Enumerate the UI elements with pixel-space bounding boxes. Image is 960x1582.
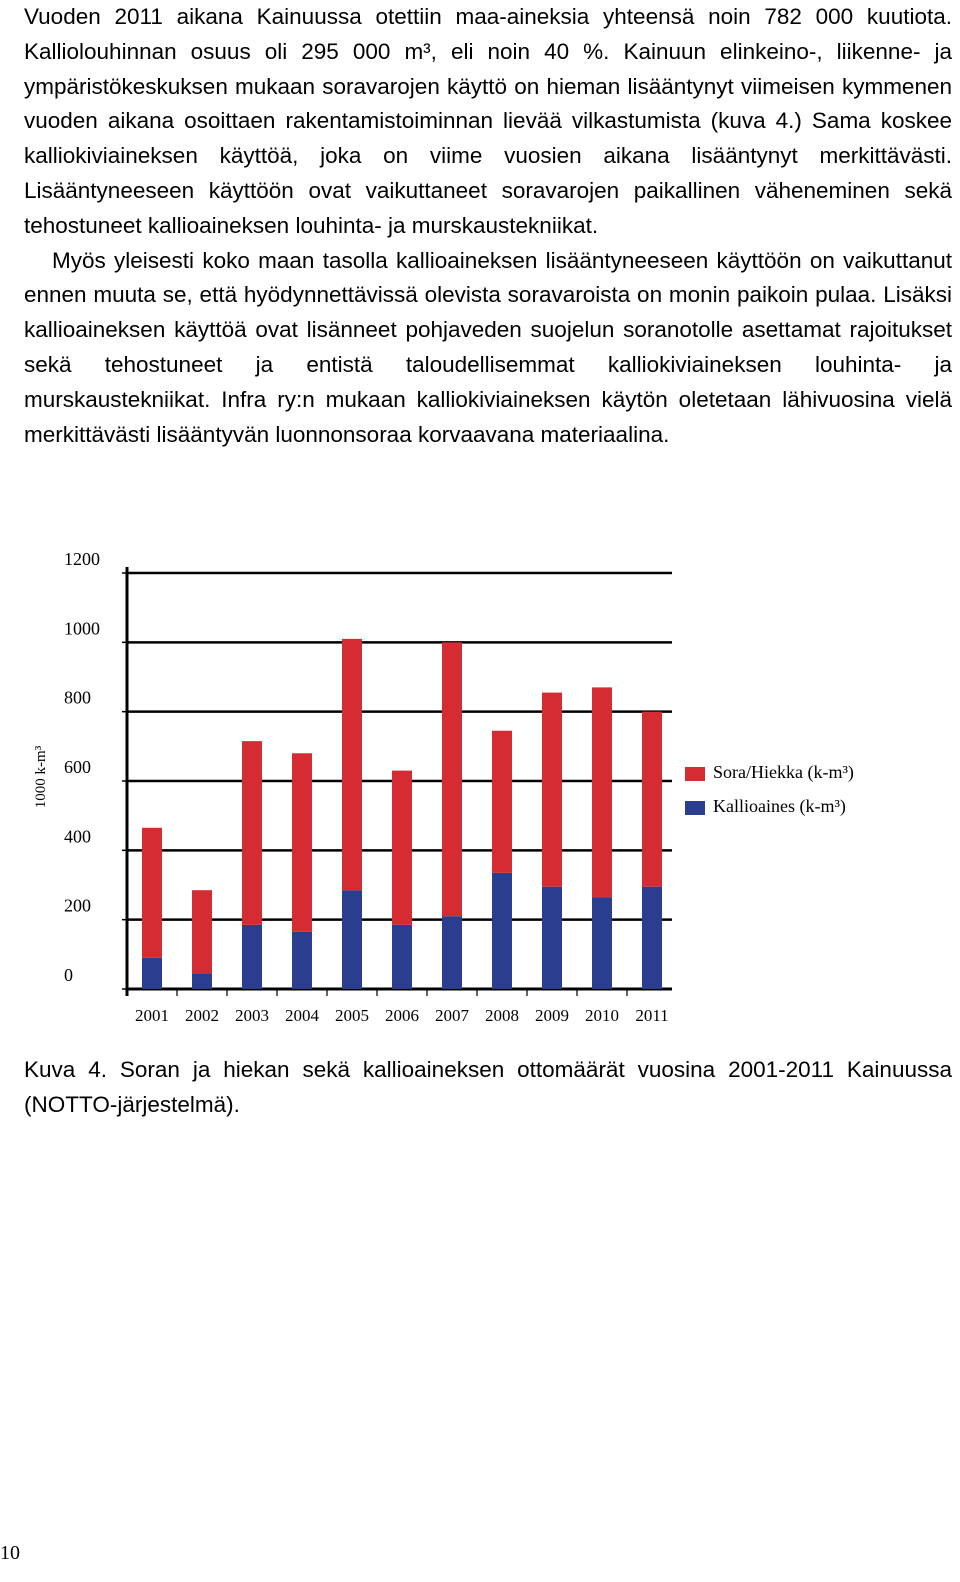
x-tick-label-2005: 2005 bbox=[335, 1006, 369, 1025]
bar-kallioaines-2008 bbox=[492, 873, 512, 989]
bar-sora-2003 bbox=[242, 741, 262, 925]
x-tick-label-2009: 2009 bbox=[535, 1006, 569, 1025]
figure-caption bbox=[24, 1053, 952, 1123]
chart-bars bbox=[142, 639, 662, 989]
bar-kallioaines-2010 bbox=[592, 897, 612, 989]
y-tick-label-800: 800 bbox=[64, 687, 91, 708]
bar-kallioaines-2004 bbox=[292, 932, 312, 989]
x-tick-label-2001: 2001 bbox=[135, 1006, 169, 1025]
x-tick-label-2008: 2008 bbox=[485, 1006, 519, 1025]
bar-sora-2011 bbox=[642, 712, 662, 887]
y-tick-labels bbox=[64, 549, 100, 985]
legend-swatch-kallioaines bbox=[685, 801, 705, 815]
y-axis-label: 1000 k-m³ bbox=[33, 745, 49, 809]
bar-sora-2010 bbox=[592, 687, 612, 897]
x-tick-labels bbox=[135, 1006, 669, 1025]
bar-sora-2001 bbox=[142, 828, 162, 958]
bar-kallioaines-2003 bbox=[242, 925, 262, 989]
chart-legend bbox=[685, 762, 854, 817]
y-tick-label-400: 400 bbox=[64, 826, 91, 847]
x-tick-label-2007: 2007 bbox=[435, 1006, 469, 1025]
y-tick-label-200: 200 bbox=[64, 895, 91, 916]
legend-swatch-sora bbox=[685, 767, 705, 781]
bar-kallioaines-2006 bbox=[392, 925, 412, 989]
x-tick-label-2003: 2003 bbox=[235, 1006, 269, 1025]
y-tick-label-600: 600 bbox=[64, 757, 91, 777]
x-tick-label-2010: 2010 bbox=[585, 1006, 619, 1025]
bar-sora-2002 bbox=[192, 890, 212, 973]
bar-sora-2008 bbox=[492, 731, 512, 873]
bar-kallioaines-2009 bbox=[542, 887, 562, 989]
bar-sora-2007 bbox=[442, 642, 462, 916]
legend-label-kallioaines: Kallioaines (k-m³) bbox=[713, 796, 846, 816]
legend-label-sora: Sora/Hiekka (k-m³) bbox=[713, 762, 854, 782]
bar-sora-2005 bbox=[342, 639, 362, 890]
x-tick-label-2004: 2004 bbox=[285, 1006, 319, 1025]
bar-kallioaines-2011 bbox=[642, 887, 662, 989]
bar-kallioaines-2007 bbox=[442, 916, 462, 989]
body-text bbox=[24, 0, 952, 452]
caption-text: Kuva 4. Soran ja hiekan sekä kallioaineksen ottomäärät vuosina 2001-2011 Kainuussa (NOTTO-järjestelmä). bbox=[24, 1057, 952, 1117]
bar-sora-2004 bbox=[292, 753, 312, 932]
paragraph-1: Vuoden 2011 aikana Kainuussa otettiin maa-aineksia yhteensä noin 782 000 kuutiota. Kalliolouhinnan osuus oli 295 000 m³, eli noin 40 %. Kainuun elinkeino-, liikenne- ja ympäristökeskuksen mukaan soravarojen käyttö on hieman lisääntynyt viimeisen kymmenen vuoden aikana osoittaen rakentamistoiminnan lievää vilkastumista (kuva 4.) Sama koskee kalliokiviaineksen käyttöä, joka on viime vuosien aikana lisääntynyt merkittävästi. Lisääntyneeseen käyttöön ovat vaikuttaneet soravarojen paikallinen väheneminen sekä tehostuneet kallioaineksen louhinta- ja murskaustekniikat. bbox=[24, 4, 952, 238]
x-tick-label-2002: 2002 bbox=[185, 1006, 219, 1025]
bar-sora-2006 bbox=[392, 771, 412, 925]
y-tick-label-1200: 1200 bbox=[64, 549, 100, 569]
y-tick-label-0: 0 bbox=[64, 965, 73, 985]
bar-kallioaines-2001 bbox=[142, 958, 162, 989]
x-tick-label-2011: 2011 bbox=[635, 1006, 669, 1025]
x-tick-label-2006: 2006 bbox=[385, 1006, 419, 1025]
y-tick-label-1000: 1000 bbox=[64, 618, 100, 639]
bar-kallioaines-2005 bbox=[342, 890, 362, 989]
paragraph-2: Myös yleisesti koko maan tasolla kallioaineksen lisääntyneeseen käyttöön on vaikuttanut ennen muuta se, että hyödynnettävissä olevista soravaroista on monin paikoin pulaa. Lisäksi kallioaineksen käyttöä ovat lisänneet pohjaveden suojelun soranotolle asettamat rajoitukset sekä tehostuneet ja entistä taloudellisemmat kalliokiviaineksen louhinta- ja murskaustekniikat. Infra ry:n mukaan kalliokiviaineksen käytön oletetaan lähivuosina vielä merkittävästi lisääntyvän luonnonsoraa korvaavana materiaalina. bbox=[24, 247, 952, 447]
extraction-bar-chart bbox=[0, 540, 960, 1040]
bar-kallioaines-2002 bbox=[192, 973, 212, 989]
page-number: 10 bbox=[0, 1542, 20, 1564]
bar-sora-2009 bbox=[542, 693, 562, 887]
